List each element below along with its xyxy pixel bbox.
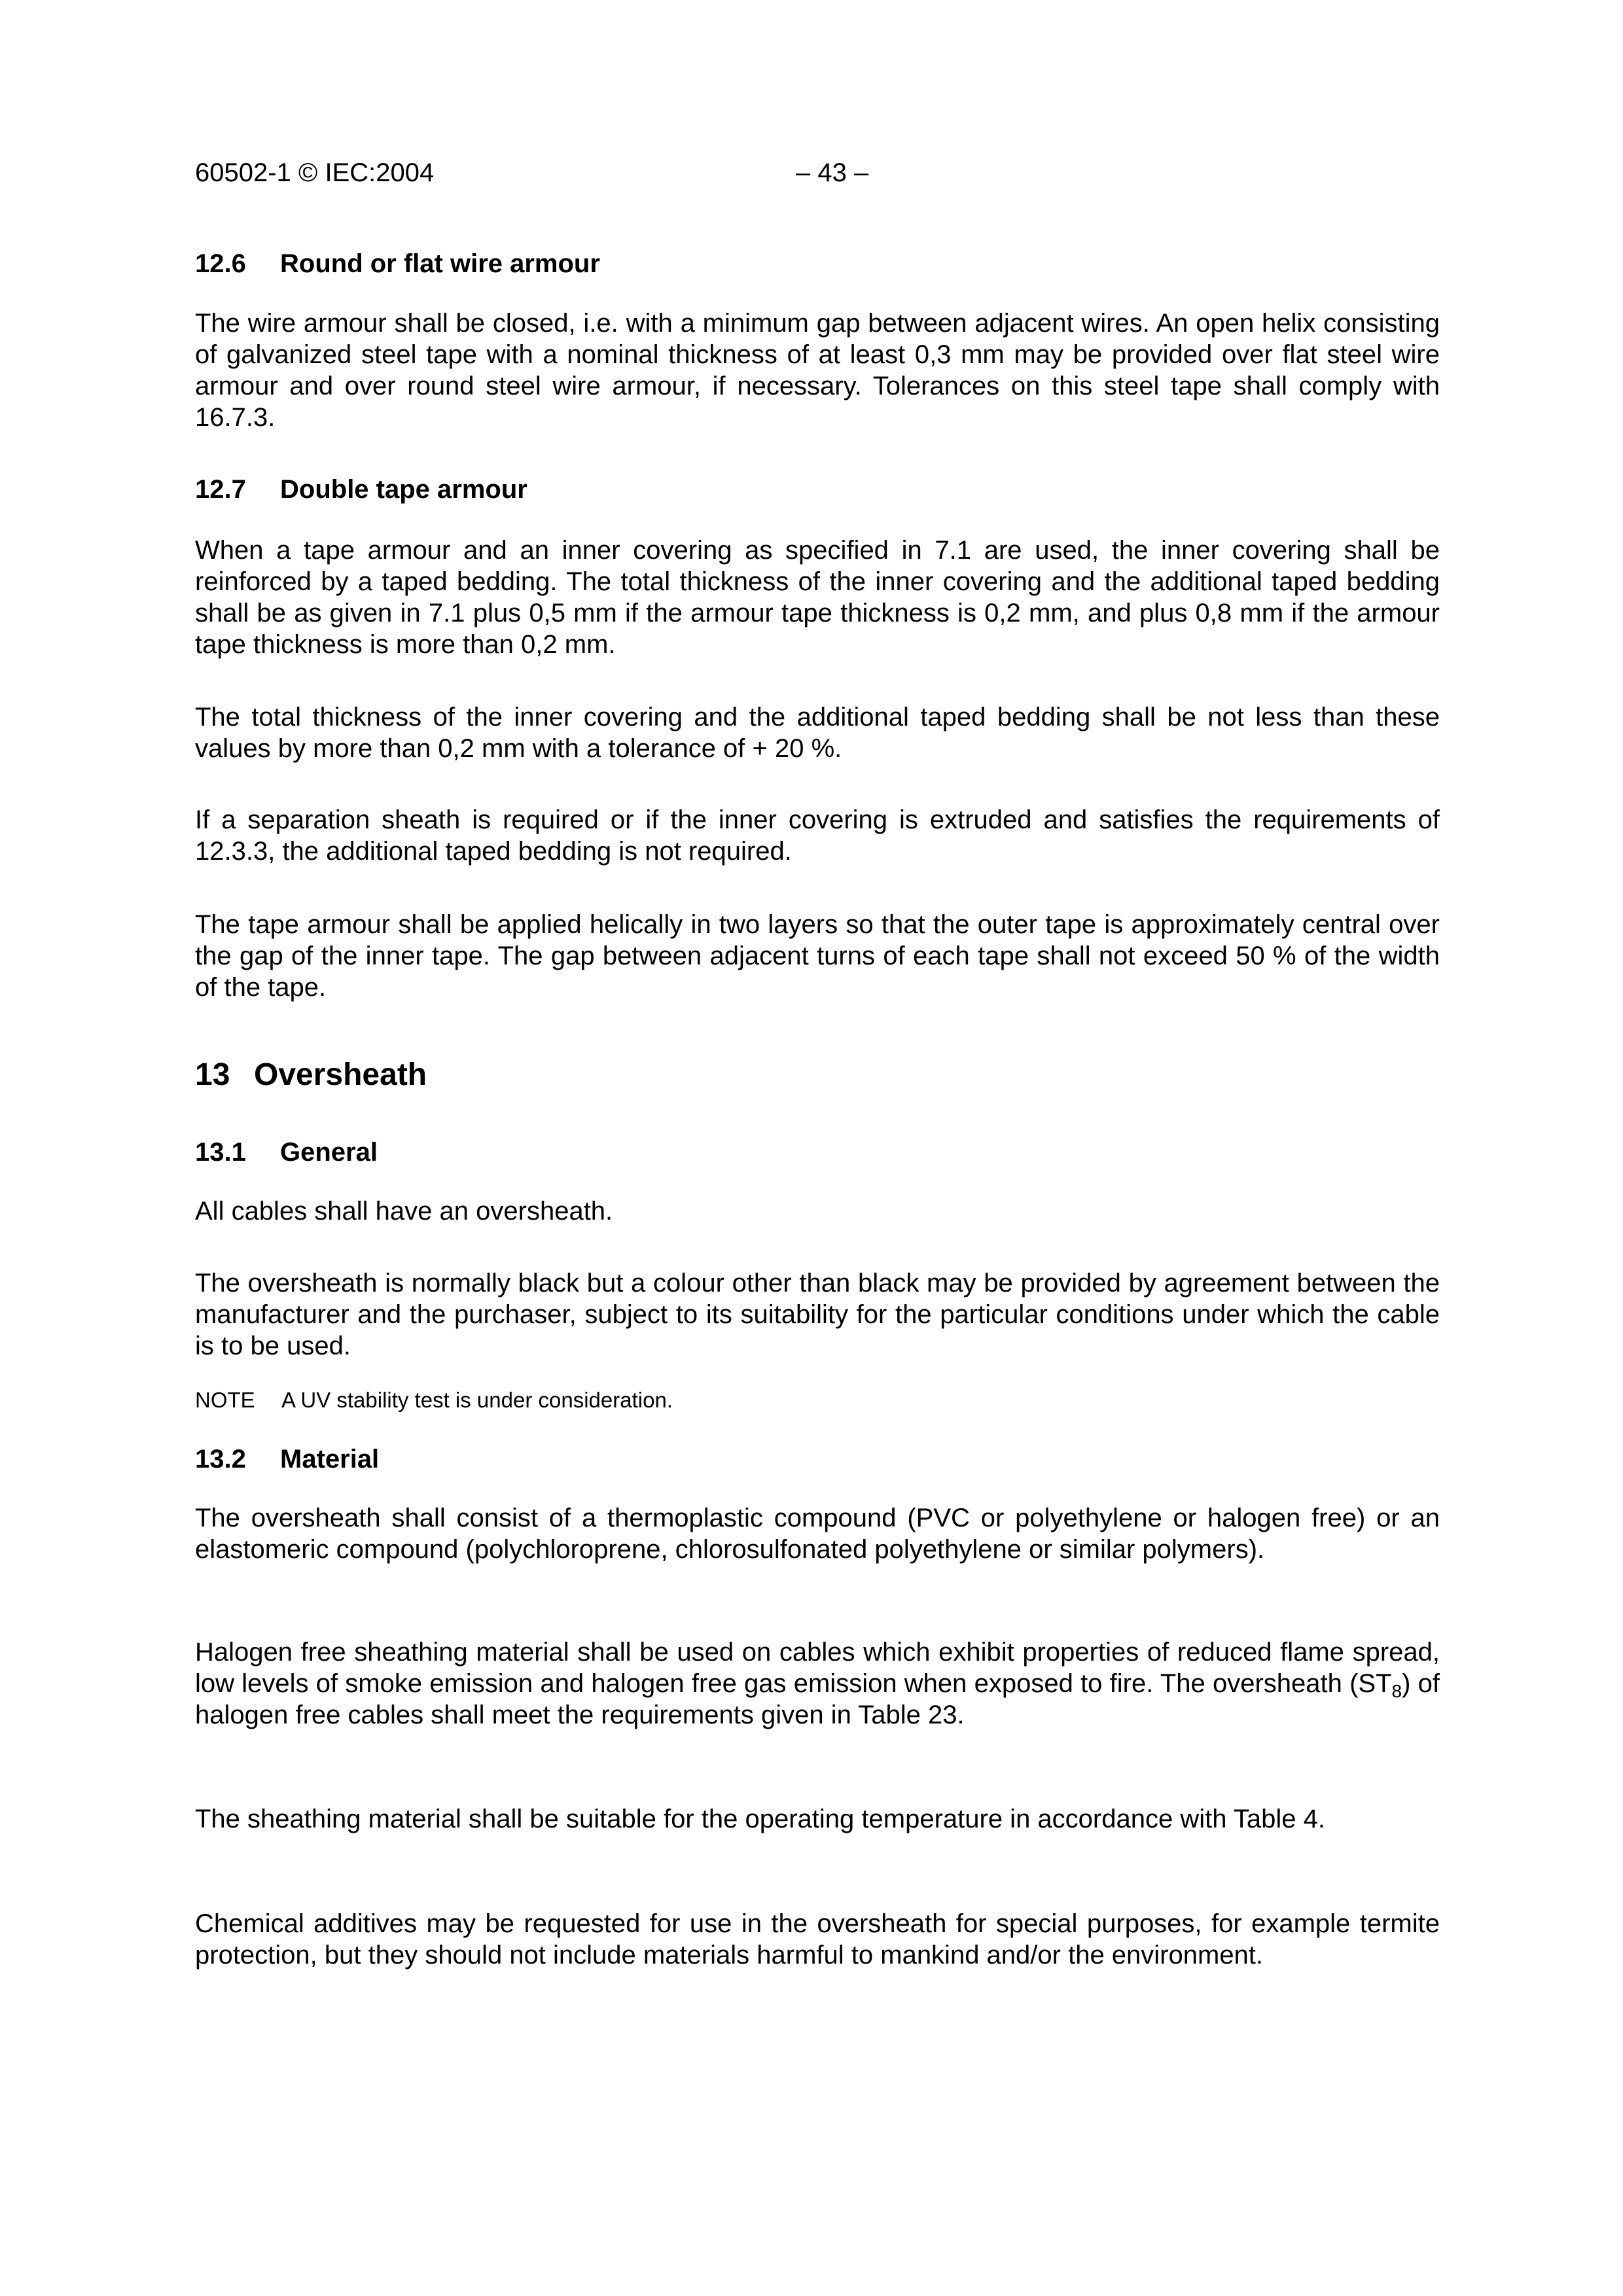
section-title: Material — [280, 1445, 380, 1474]
section-title: General — [280, 1138, 378, 1167]
heading-13 — [195, 1057, 1440, 1093]
paragraph: The wire armour shall be closed, i.e. with a minimum gap between adjacent wires. An open helix consisting of galvanized steel tape with a nominal thickness of at least 0,3 mm may be provided over flat steel wire armour and over round steel wire armour, if necessary. Tolerances on this steel tape shall comply with 16.7.3. — [195, 309, 1440, 432]
section-title: Round or flat wire armour — [280, 249, 600, 278]
section-number: 12.7 — [195, 475, 246, 504]
heading-12-6 — [195, 248, 1440, 279]
header-page-number: – 43 – — [796, 158, 869, 187]
paragraph: All cables shall have an oversheath. — [195, 1197, 613, 1226]
section-number: 12.6 — [195, 249, 246, 278]
section-title: Double tape armour — [280, 475, 527, 504]
note-label: NOTE — [195, 1388, 255, 1412]
heading-12-7 — [195, 474, 1440, 505]
paragraph: The oversheath is normally black but a colour other than black may be provided by agreement between the manufacturer and the purchaser, subject to its suitability for the particular conditions under which the cable is to be used. — [195, 1269, 1440, 1360]
paragraph: The sheathing material shall be suitable for the operating temperature in accordance with Table 4. — [195, 1805, 1325, 1833]
note — [195, 1387, 1440, 1413]
section-number: 13.1 — [195, 1138, 246, 1167]
paragraph: When a tape armour and an inner covering as specified in 7.1 are used, the inner covering shall be reinforced by a taped bedding. The total thickness of the inner covering and the additional taped bedding shall be as given in 7.1 plus 0,5 mm if the armour tape thickness is 0,2 mm, and plus 0,8 mm if the armour tape thickness is more than 0,2 mm. — [195, 536, 1440, 659]
paragraph: The total thickness of the inner covering and the additional taped bedding shall be not less than these values by more than 0,2 mm with a tolerance of + 20 %. — [195, 703, 1440, 763]
section-number: 13 — [195, 1057, 230, 1092]
section-title: Oversheath — [254, 1057, 427, 1092]
heading-13-2 — [195, 1443, 1440, 1475]
text-span: ) of halogen free cables shall meet the requirements given in Table 23. — [195, 1669, 1440, 1729]
paragraph: Chemical additives may be requested for use in the oversheath for special purposes, for example termite protection, but they should not include materials harmful to mankind and/or the environment. — [195, 1909, 1440, 1969]
text-span: Halogen free sheathing material shall be used on cables which exhibit properties of reduced flame spread, low levels of smoke emission and halogen free gas emission when exposed to fire. The oversheath (ST — [195, 1638, 1440, 1698]
paragraph: If a separation sheath is required or if the inner covering is extruded and satisfies the requirements of 12.3.3, the additional taped bedding is not required. — [195, 805, 1440, 866]
subscript: 8 — [1391, 1681, 1402, 1701]
paragraph-halogen-free — [195, 1636, 1440, 1731]
paragraph: The tape armour shall be applied helically in two layers so that the outer tape is approximately central over the gap of the inner tape. The gap between adjacent turns of each tape shall not exceed 50 % of the width of the tape. — [195, 910, 1440, 1002]
heading-13-1 — [195, 1137, 1440, 1168]
header-document-id: 60502-1 © IEC:2004 — [195, 158, 435, 187]
paragraph: The oversheath shall consist of a thermoplastic compound (PVC or polyethylene or halogen free) or an elastomeric compound (polychloroprene, chlorosulfonated polyethylene or similar polymers). — [195, 1504, 1440, 1564]
note-text: A UV stability test is under consideration. — [281, 1388, 673, 1412]
section-number: 13.2 — [195, 1445, 246, 1474]
